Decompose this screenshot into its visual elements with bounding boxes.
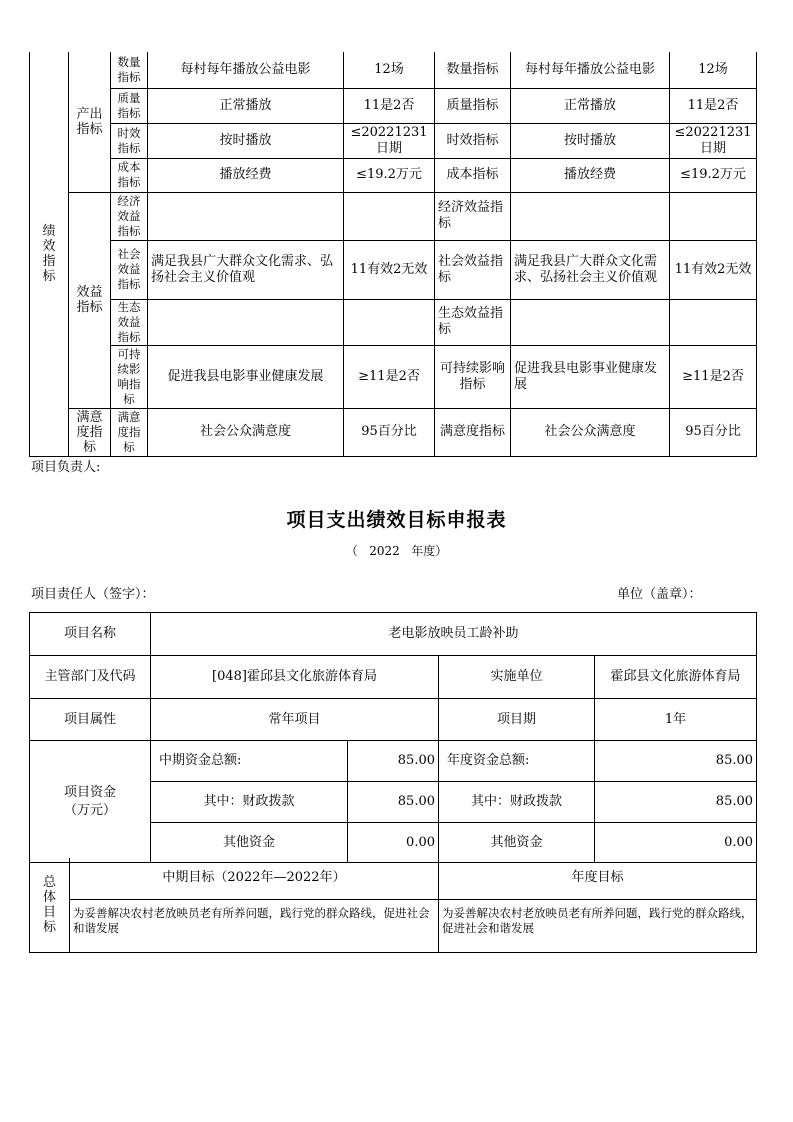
- project-period-value: 1年: [595, 699, 757, 741]
- indicator-content: [148, 299, 344, 345]
- indicator-sub-label: 质量指标: [111, 88, 148, 123]
- indicator-sub-label: 社会效益指标: [111, 240, 148, 299]
- overall-goal-table: [29, 858, 757, 953]
- indicator-name: 生态效益指标: [435, 299, 511, 345]
- dept-label: 主管部门及代码: [30, 656, 151, 699]
- indicator-value: 11是2否: [670, 88, 757, 123]
- indicator-content: 促进我县电影事业健康发展: [511, 345, 670, 408]
- indicator-content: 播放经费: [511, 158, 670, 192]
- year-fiscal-label: 其中：财政拨款: [439, 782, 595, 823]
- indicator-value: 11有效2无效: [670, 240, 757, 299]
- indicator-name: 时效指标: [435, 123, 511, 158]
- indicator-value: 95百分比: [344, 408, 435, 456]
- indicator-sub-label: 时效指标: [111, 123, 148, 158]
- indicator-name: 经济效益指标: [435, 192, 511, 240]
- indicator-sub-label: 可持续影响指标: [111, 345, 148, 408]
- indicator-value: 95百分比: [670, 408, 757, 456]
- project-info-table: [29, 612, 757, 863]
- year-other-label: 其他资金: [439, 823, 595, 863]
- dept-value: [048]霍邱县文化旅游体育局: [151, 656, 439, 699]
- responsible-person-label: 项目责任人（签字）：: [31, 587, 155, 602]
- indicator-content: 按时播放: [511, 123, 670, 158]
- mid-other-value: 0.00: [348, 823, 439, 863]
- indicator-sub-label: 满意度指标: [111, 408, 148, 456]
- mid-other-label: 其他资金: [151, 823, 348, 863]
- performance-section-label: 绩效指标: [30, 52, 69, 456]
- project-manager-label: 项目负责人:: [31, 460, 101, 475]
- indicator-content: 促进我县电影事业健康发展: [148, 345, 344, 408]
- indicator-value: 12场: [670, 52, 757, 88]
- indicator-content: 正常播放: [511, 88, 670, 123]
- project-name-value: 老电影放映员工龄补助: [151, 613, 757, 656]
- output-indicator-group: 产出指标: [69, 52, 111, 192]
- indicator-content: 播放经费: [148, 158, 344, 192]
- year-other-value: 0.00: [595, 823, 757, 863]
- indicator-sub-label: 生态效益指标: [111, 299, 148, 345]
- indicator-value: 11有效2无效: [344, 240, 435, 299]
- mid-fiscal-label: 其中：财政拨款: [151, 782, 348, 823]
- benefit-indicator-group: 效益指标: [69, 192, 111, 408]
- indicator-content: 正常播放: [148, 88, 344, 123]
- indicator-value: [344, 192, 435, 240]
- indicator-value: ≤19.2万元: [670, 158, 757, 192]
- year-goal-header: 年度目标: [439, 858, 757, 899]
- project-name-label: 项目名称: [30, 613, 151, 656]
- year-line: （ 2022 年度）: [345, 544, 448, 558]
- year-total-value: 85.00: [595, 741, 757, 782]
- mid-goal-header: 中期目标（2022年—2022年）: [70, 858, 439, 899]
- indicator-content: 社会公众满意度: [148, 408, 344, 456]
- indicator-name: 满意度指标: [435, 408, 511, 456]
- indicator-value: ≥11是2否: [344, 345, 435, 408]
- indicator-name: 数量指标: [435, 52, 511, 88]
- mid-total-value: 85.00: [348, 741, 439, 782]
- mid-fiscal-value: 85.00: [348, 782, 439, 823]
- indicator-sub-label: 数量指标: [111, 52, 148, 88]
- mid-goal-text: 为妥善解决农村老放映员老有所养问题，践行党的群众路线，促进社会和谐发展: [70, 899, 439, 952]
- mid-total-label: 中期资金总额:: [151, 741, 348, 782]
- indicator-content: 按时播放: [148, 123, 344, 158]
- indicator-value: 12场: [344, 52, 435, 88]
- indicator-content: 每村每年播放公益电影: [148, 52, 344, 88]
- indicator-value: [670, 192, 757, 240]
- year-total-label: 年度资金总额:: [439, 741, 595, 782]
- indicator-content: [148, 192, 344, 240]
- indicator-value: ≥11是2否: [670, 345, 757, 408]
- overall-goal-label: 总体目标: [30, 858, 70, 952]
- indicator-content: 每村每年播放公益电影: [511, 52, 670, 88]
- unit-seal-label: 单位（盖章）：: [617, 587, 702, 602]
- indicator-value: [670, 299, 757, 345]
- indicator-value: ≤20221231日期: [344, 123, 435, 158]
- impl-unit-value: 霍邱县文化旅游体育局: [595, 656, 757, 699]
- indicator-content: 社会公众满意度: [511, 408, 670, 456]
- indicator-name: 成本指标: [435, 158, 511, 192]
- indicator-content: [511, 299, 670, 345]
- year-goal-text: 为妥善解决农村老放映员老有所养问题，践行党的群众路线，促进社会和谐发展: [439, 899, 757, 952]
- year-fiscal-value: 85.00: [595, 782, 757, 823]
- indicator-value: ≤20221231日期: [670, 123, 757, 158]
- indicator-content: 满足我县广大群众文化需求、弘扬社会主义价值观: [511, 240, 670, 299]
- project-fund-label: 项目资金（万元）: [30, 741, 151, 863]
- indicator-sub-label: 经济效益指标: [111, 192, 148, 240]
- indicator-value: ≤19.2万元: [344, 158, 435, 192]
- impl-unit-label: 实施单位: [439, 656, 595, 699]
- page-title: 项目支出绩效目标申报表: [286, 509, 507, 531]
- project-period-label: 项目期: [439, 699, 595, 741]
- indicator-content: [511, 192, 670, 240]
- project-attr-value: 常年项目: [151, 699, 439, 741]
- project-attr-label: 项目属性: [30, 699, 151, 741]
- indicator-name: 质量指标: [435, 88, 511, 123]
- indicator-value: 11是2否: [344, 88, 435, 123]
- indicator-name: 可持续影响指标: [435, 345, 511, 408]
- indicator-value: [344, 299, 435, 345]
- indicator-name: 社会效益指标: [435, 240, 511, 299]
- performance-indicator-table: [29, 52, 757, 457]
- indicator-sub-label: 成本指标: [111, 158, 148, 192]
- satisfaction-indicator-group: 满意度指标: [69, 408, 111, 456]
- indicator-content: 满足我县广大群众文化需求、弘扬社会主义价值观: [148, 240, 344, 299]
